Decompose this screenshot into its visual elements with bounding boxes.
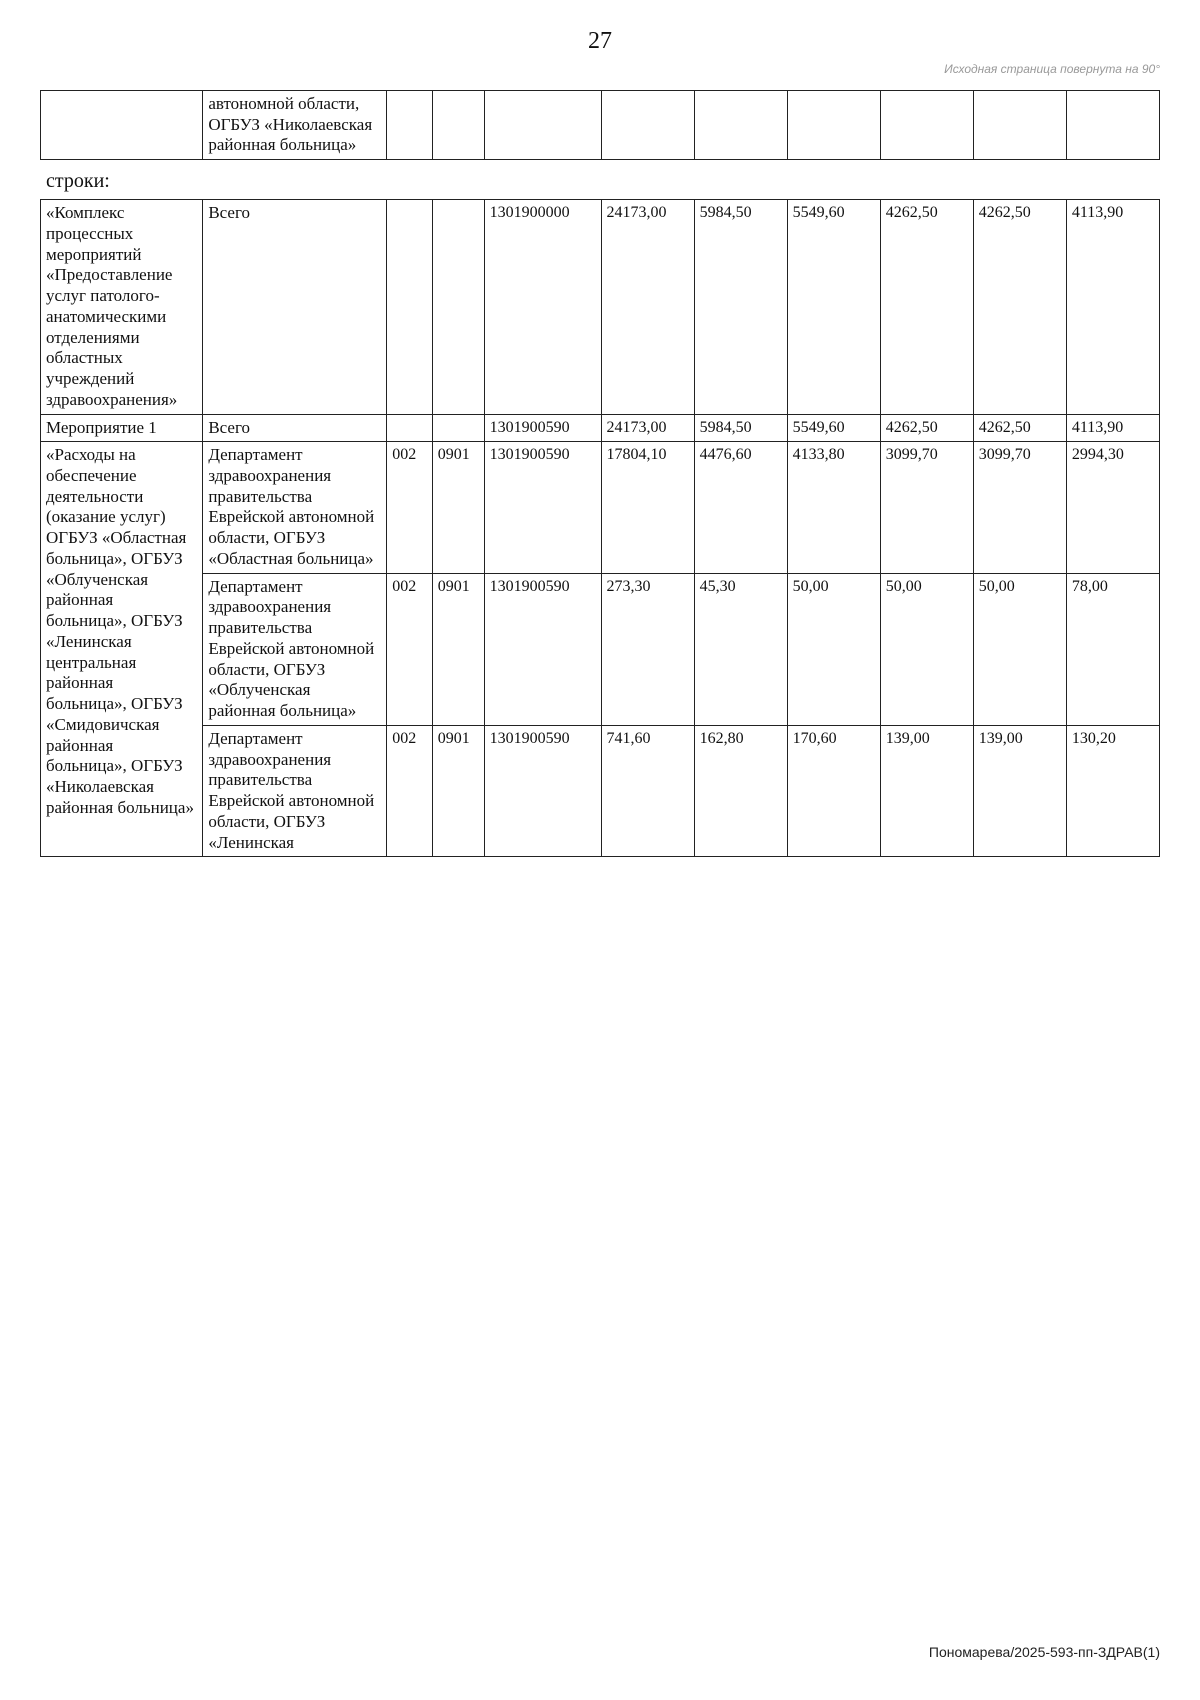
amount-cell: 50,00 bbox=[880, 573, 973, 725]
responsible-cell: Всего bbox=[203, 414, 387, 442]
funding-table bbox=[40, 199, 1160, 857]
amount-cell: 50,00 bbox=[973, 573, 1066, 725]
amount-cell: 24173,00 bbox=[601, 414, 694, 442]
amount-cell: 50,00 bbox=[787, 573, 880, 725]
table-row bbox=[41, 573, 1160, 725]
amount-cell: 3099,70 bbox=[880, 442, 973, 573]
carry-over-row bbox=[41, 91, 1160, 160]
amount-cell: 4476,60 bbox=[694, 442, 787, 573]
amount-cell: 4262,50 bbox=[880, 414, 973, 442]
responsible-cell: Департамент здравоохранения правительства Еврейской автономной области, ОГБУЗ «Областная больница» bbox=[203, 442, 387, 573]
responsible-cell: Департамент здравоохранения правительства Еврейской автономной области, ОГБУЗ «Облученская районная больница» bbox=[203, 573, 387, 725]
amount-cell: 4133,80 bbox=[787, 442, 880, 573]
amount-cell: 139,00 bbox=[973, 725, 1066, 856]
amount-cell: 5549,60 bbox=[787, 414, 880, 442]
responsible-cell: Всего bbox=[203, 200, 387, 414]
amount-cell: 741,60 bbox=[601, 725, 694, 856]
amount-cell: 4113,90 bbox=[1066, 414, 1159, 442]
grbs-cell bbox=[387, 414, 432, 442]
csr-cell: 1301900000 bbox=[484, 200, 601, 414]
grbs-cell: 002 bbox=[387, 573, 432, 725]
responsible-cell: Департамент здравоохранения правительства Еврейской автономной области, ОГБУЗ «Ленинская bbox=[203, 725, 387, 856]
grbs-cell: 002 bbox=[387, 442, 432, 573]
rz-cell: 0901 bbox=[432, 573, 484, 725]
page-number: 27 bbox=[588, 28, 612, 54]
amount-cell: 4262,50 bbox=[880, 200, 973, 414]
event-name-cell: «Комплекс процессных мероприятий «Предоставление услуг патолого-анатомическими отделениями областных учреждений здравоохранения» bbox=[41, 200, 203, 414]
amount-cell: 45,30 bbox=[694, 573, 787, 725]
amount-cell: 2994,30 bbox=[1066, 442, 1159, 573]
amount-cell: 5549,60 bbox=[787, 200, 880, 414]
table-section bbox=[40, 90, 1160, 857]
rz-cell: 0901 bbox=[432, 442, 484, 573]
amount-cell: 130,20 bbox=[1066, 725, 1159, 856]
amount-cell: 17804,10 bbox=[601, 442, 694, 573]
amount-cell: 4262,50 bbox=[973, 414, 1066, 442]
amount-cell: 3099,70 bbox=[973, 442, 1066, 573]
grbs-cell: 002 bbox=[387, 725, 432, 856]
table-row bbox=[41, 725, 1160, 856]
rz-cell bbox=[432, 200, 484, 414]
table-row bbox=[41, 442, 1160, 573]
amount-cell: 5984,50 bbox=[694, 414, 787, 442]
amount-cell: 273,30 bbox=[601, 573, 694, 725]
csr-cell: 1301900590 bbox=[484, 725, 601, 856]
amount-cell: 4113,90 bbox=[1066, 200, 1159, 414]
amount-cell: 162,80 bbox=[694, 725, 787, 856]
rz-cell bbox=[432, 414, 484, 442]
carry-responsible-cell: автономной области, ОГБУЗ «Николаевская районная больница» bbox=[203, 91, 387, 160]
table-row bbox=[41, 414, 1160, 442]
csr-cell: 1301900590 bbox=[484, 414, 601, 442]
event-name-cell: «Расходы на обеспечение деятельности (оказание услуг) ОГБУЗ «Областная больница», ОГБУЗ «Облученская районная больница», ОГБУЗ «Ленинская центральная районная больница», ОГБУЗ «Смидовичская районная больница», ОГБУЗ «Николаевская районная больница» bbox=[41, 442, 203, 857]
amount-cell: 4262,50 bbox=[973, 200, 1066, 414]
carry-name-cell bbox=[41, 91, 203, 160]
amount-cell: 24173,00 bbox=[601, 200, 694, 414]
grbs-cell bbox=[387, 200, 432, 414]
document-footer: Пономарева/2025-593-пп-ЗДРАВ(1) bbox=[928, 1644, 1160, 1660]
amount-cell: 78,00 bbox=[1066, 573, 1159, 725]
table-row bbox=[41, 200, 1160, 414]
rotation-note: Исходная страница повернута на 90° bbox=[944, 62, 1160, 76]
rz-cell: 0901 bbox=[432, 725, 484, 856]
csr-cell: 1301900590 bbox=[484, 442, 601, 573]
rows-caption: строки: bbox=[46, 170, 110, 193]
csr-cell: 1301900590 bbox=[484, 573, 601, 725]
amount-cell: 5984,50 bbox=[694, 200, 787, 414]
carry-over-header-table bbox=[40, 90, 1160, 160]
event-name-cell: Мероприятие 1 bbox=[41, 414, 203, 442]
amount-cell: 139,00 bbox=[880, 725, 973, 856]
amount-cell: 170,60 bbox=[787, 725, 880, 856]
